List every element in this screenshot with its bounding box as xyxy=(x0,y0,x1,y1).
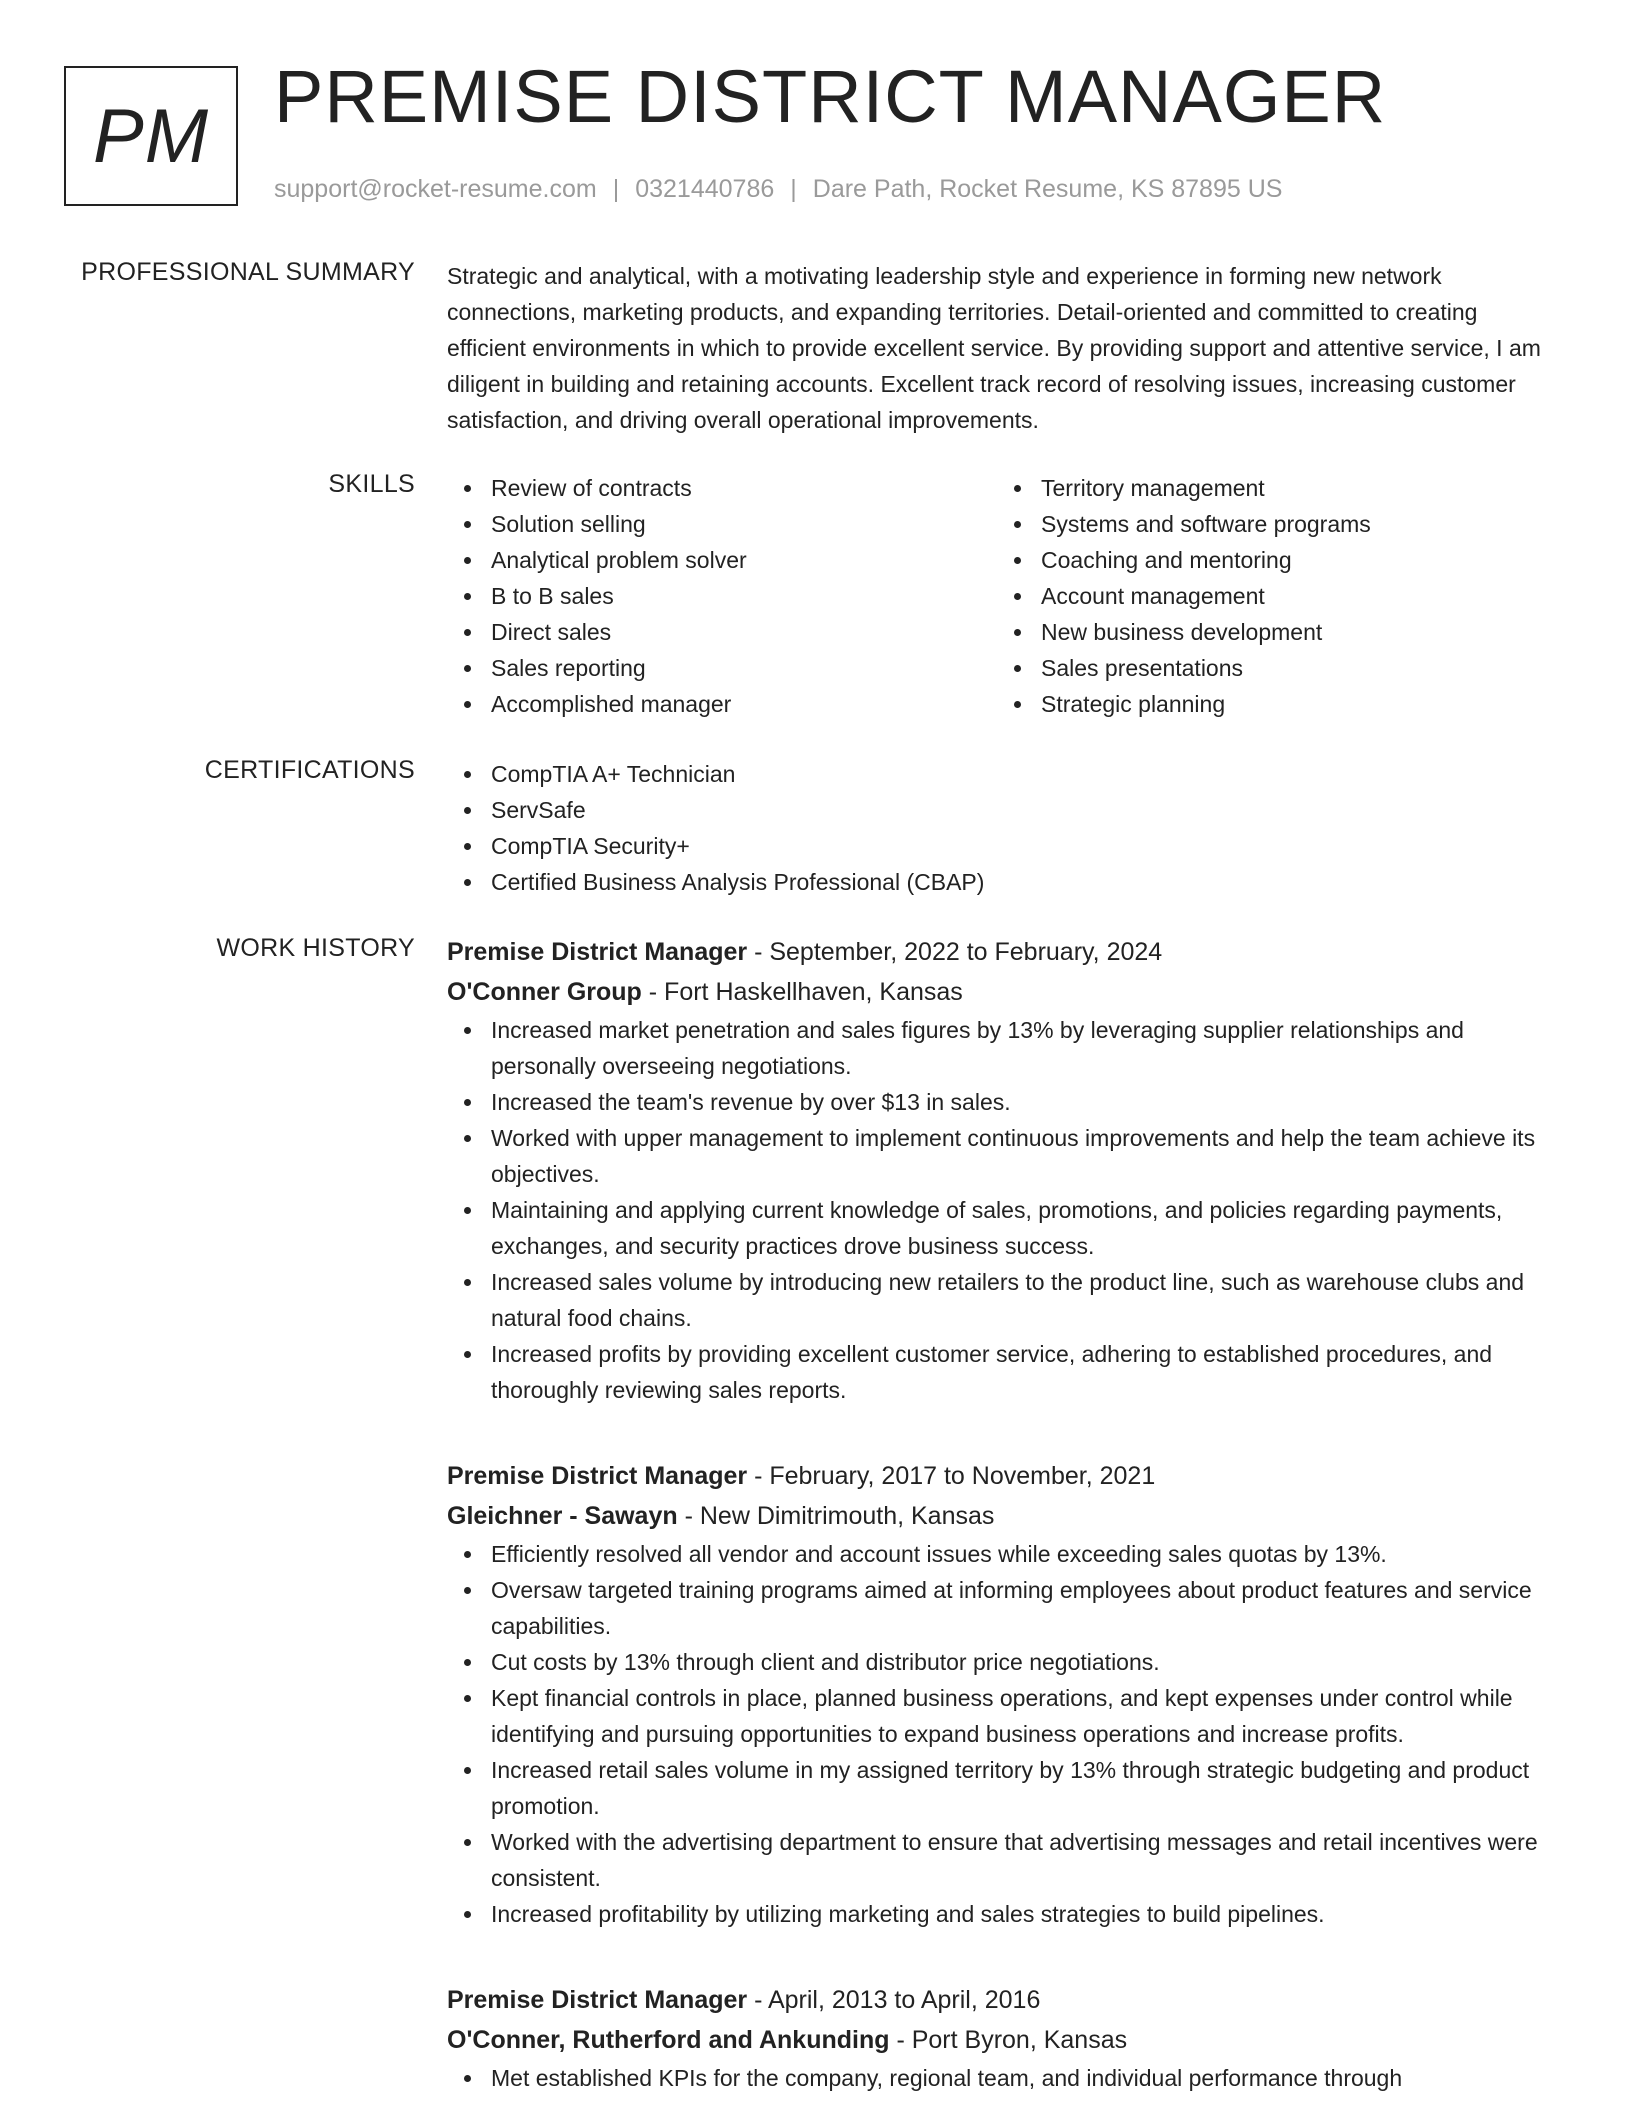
skill-item: Sales presentations xyxy=(997,650,1547,686)
job-entry xyxy=(447,1980,1559,2096)
job-bullet: Cut costs by 13% through client and distributor price negotiations. xyxy=(447,1644,1559,1680)
skills-columns xyxy=(447,470,1559,722)
job-title: Premise District Manager xyxy=(447,1986,748,2014)
monogram-text: PM xyxy=(93,93,209,179)
job-entry xyxy=(447,932,1559,1408)
job-company: O'Conner Group xyxy=(447,978,642,1006)
certifications-body xyxy=(447,756,1559,900)
contact-separator: | xyxy=(790,175,797,203)
job-entry xyxy=(447,1456,1559,1932)
skills-heading: SKILLS xyxy=(328,470,415,498)
skill-item: Analytical problem solver xyxy=(447,542,997,578)
job-bullets xyxy=(447,1536,1559,1932)
job-title-line: Premise District Manager - April, 2013 to April, 2016 xyxy=(447,1986,1041,2014)
certification-item: ServSafe xyxy=(447,792,1559,828)
contact-separator: | xyxy=(612,175,620,203)
skill-item: Systems and software programs xyxy=(997,506,1547,542)
skill-item: Sales reporting xyxy=(447,650,997,686)
certification-item: CompTIA A+ Technician xyxy=(447,756,1559,792)
skill-item: B to B sales xyxy=(447,578,997,614)
job-company-line: O'Conner, Rutherford and Ankunding - Port Byron, Kansas xyxy=(447,2026,1128,2054)
job-bullet: Worked with the advertising department to ensure that advertising messages and retail incentives were consistent. xyxy=(447,1824,1559,1896)
skill-item: New business development xyxy=(997,614,1547,650)
skills-list-left xyxy=(447,470,997,722)
job-bullet: Increased sales volume by introducing new retailers to the product line, such as warehouse clubs and natural food chains. xyxy=(447,1264,1559,1336)
certifications-heading: CERTIFICATIONS xyxy=(204,756,415,784)
contact-phone: 0321440786 xyxy=(635,175,775,203)
job-dates: September, 2022 to February, 2024 xyxy=(769,938,1163,966)
certifications-list xyxy=(447,756,1559,900)
skill-item: Account management xyxy=(997,578,1547,614)
job-bullet: Increased retail sales volume in my assigned territory by 13% through strategic budgeting and product promotion. xyxy=(447,1752,1559,1824)
job-bullets xyxy=(447,2060,1559,2096)
skills-column-right xyxy=(997,470,1547,722)
contact-line xyxy=(274,175,1282,204)
certification-item: Certified Business Analysis Professional (CBAP) xyxy=(447,864,1559,900)
job-location: Fort Haskellhaven, Kansas xyxy=(664,978,963,1006)
skill-item: Review of contracts xyxy=(447,470,997,506)
skill-item: Strategic planning xyxy=(997,686,1547,722)
job-title: Premise District Manager xyxy=(447,1462,748,1490)
summary-text: Strategic and analytical, with a motivating leadership style and experience in forming new network connections, marketing products, and expanding territories. Detail-oriented and committed to creating efficient environments in which to provide excellent service. By providing support and attentive service, I am diligent in building and retaining accounts. Excellent track record of resolving issues, increasing customer satisfaction, and driving overall operational improvements. xyxy=(447,263,1541,433)
job-bullet: Worked with upper management to implement continuous improvements and help the team achieve its objectives. xyxy=(447,1120,1559,1192)
job-title-line: Premise District Manager - February, 2017 to November, 2021 xyxy=(447,1462,1156,1490)
contact-address: Dare Path, Rocket Resume, KS 87895 US xyxy=(812,175,1283,203)
certification-item: CompTIA Security+ xyxy=(447,828,1559,864)
work-history-heading: WORK HISTORY xyxy=(216,934,415,962)
job-bullet: Increased market penetration and sales figures by 13% by leveraging supplier relationships and personally overseeing negotiations. xyxy=(447,1012,1559,1084)
skill-item: Accomplished manager xyxy=(447,686,997,722)
contact-email: support@rocket-resume.com xyxy=(274,175,597,203)
skill-item: Solution selling xyxy=(447,506,997,542)
job-location: Port Byron, Kansas xyxy=(911,2026,1128,2054)
job-company-line: O'Conner Group - Fort Haskellhaven, Kansas xyxy=(447,978,963,1006)
resume-name: PREMISE DISTRICT MANAGER xyxy=(274,55,1387,138)
job-company-line: Gleichner - Sawayn - New Dimitrimouth, Kansas xyxy=(447,1502,995,1530)
job-bullet: Increased profits by providing excellent customer service, adhering to established procedures, and thoroughly reviewing sales reports. xyxy=(447,1336,1559,1408)
job-dates: February, 2017 to November, 2021 xyxy=(769,1462,1156,1490)
job-bullets xyxy=(447,1012,1559,1408)
job-bullet: Oversaw targeted training programs aimed at informing employees about product features and service capabilities. xyxy=(447,1572,1559,1644)
job-company: O'Conner, Rutherford and Ankunding xyxy=(447,2026,890,2054)
monogram-badge xyxy=(64,66,238,206)
job-bullet: Efficiently resolved all vendor and account issues while exceeding sales quotas by 13%. xyxy=(447,1536,1559,1572)
job-bullet: Maintaining and applying current knowledge of sales, promotions, and policies regarding payments, exchanges, and security practices drove business success. xyxy=(447,1192,1559,1264)
skill-item: Coaching and mentoring xyxy=(997,542,1547,578)
skill-item: Territory management xyxy=(997,470,1547,506)
skills-list-right xyxy=(997,470,1547,722)
job-title-line: Premise District Manager - September, 2022 to February, 2024 xyxy=(447,938,1163,966)
skill-item: Direct sales xyxy=(447,614,997,650)
job-bullet: Kept financial controls in place, planned business operations, and kept expenses under control while identifying and pursuing opportunities to expand business operations and increase profits. xyxy=(447,1680,1559,1752)
summary-heading: PROFESSIONAL SUMMARY xyxy=(81,258,415,286)
job-bullet: Increased profitability by utilizing marketing and sales strategies to build pipelines. xyxy=(447,1896,1559,1932)
job-dates: April, 2013 to April, 2016 xyxy=(767,1986,1041,2014)
job-title: Premise District Manager xyxy=(447,938,748,966)
skills-column-left xyxy=(447,470,997,722)
job-company: Gleichner - Sawayn xyxy=(447,1502,678,1530)
job-bullet: Met established KPIs for the company, regional team, and individual performance through xyxy=(447,2060,1559,2096)
job-location: New Dimitrimouth, Kansas xyxy=(699,1502,995,1530)
job-bullet: Increased the team's revenue by over $13 in sales. xyxy=(447,1084,1559,1120)
